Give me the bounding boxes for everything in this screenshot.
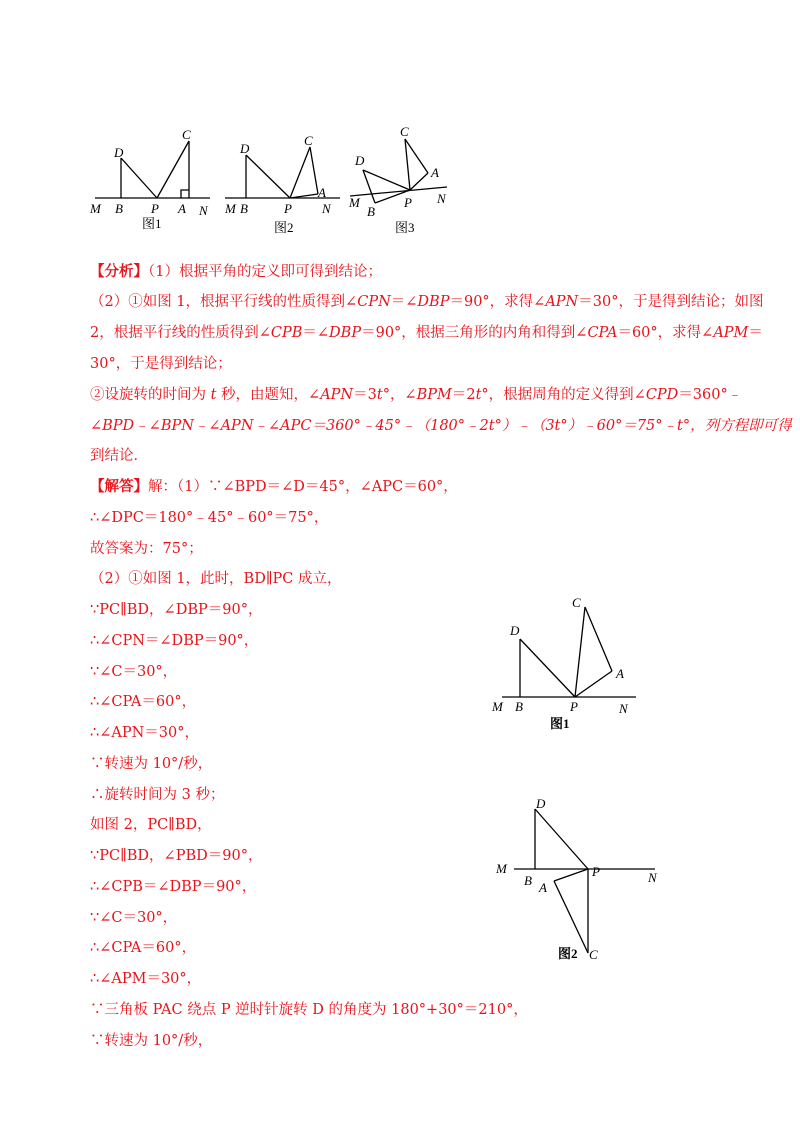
analysis-text: ＝ [748,325,763,341]
angle-label: CPN [357,294,391,310]
r1-label-N: N [619,701,628,716]
fig1-label-P: P [151,201,159,216]
analysis-text: °，根据周角的定义得到∠ [481,387,646,403]
angle-label: DBP [417,294,450,310]
figure-right-1 [488,593,648,733]
solution-line-14: ∴∠CPB＝∠DBP＝90°， [90,879,257,895]
figure-row-top [85,125,465,240]
fig1-label-C: C [182,127,191,142]
solution-line-11: ∴旋转时间为 3 秒； [90,787,225,803]
analysis-tag: 【分析】 [90,263,148,280]
r1-label-P: P [570,699,578,714]
analysis-text: ＝∠ [302,325,330,341]
solution-line-3: 故答案为：75°； [90,541,203,557]
angle-label: DBP [329,325,362,341]
variable-t: t [210,387,217,403]
fig3-label-D: D [355,153,365,168]
r1-caption: 图1 [550,716,570,731]
solution-line-7: ∵∠C＝30°， [90,664,178,680]
fig1-label-B: B [115,201,123,216]
fig3-caption: 图3 [395,220,415,235]
fig3-label-C: C [400,125,409,139]
fig1-caption: 图1 [142,216,162,231]
analysis-text: ＝30°，于是得到结论；如图 [578,294,764,310]
r1-label-C: C [572,595,581,610]
analysis-text: 秒，由题知，∠ [216,387,321,403]
analysis-text: ＝∠ [390,294,418,310]
solution-line-1 [90,477,458,497]
r2-label-M: M [496,861,507,876]
analysis-text: ＝360°﹣ [678,387,743,403]
fig2-label-N: N [322,201,331,216]
fig1-label-A: A [178,201,186,216]
analysis-text: °，∠ [382,387,417,403]
fig1-label-M: M [90,201,101,216]
fig2-label-P: P [284,201,292,216]
analysis-line-1 [90,262,382,282]
angle-label: APM [713,325,749,341]
solution-line-18: ∵三角板 PAC 绕点 P 逆时针旋转 D 的角度为 180°+30°＝210°， [90,1002,528,1018]
angle-label: APN [545,294,579,310]
solution-line-5: ∵PC∥BD，∠DBP＝90°， [90,602,263,618]
fig3-label-B: B [367,204,375,219]
r1-label-A: A [616,666,624,681]
analysis-p1: （1）根据平角的定义即可得到结论； [148,264,382,280]
r2-label-A: A [539,880,547,895]
analysis-text: ＝90°，根据三角形的内角和得到∠ [361,325,588,341]
analysis-text: ＝60°，求得∠ [617,325,714,341]
figure-right-2 [492,793,667,968]
solution-line-16: ∴∠CPA＝60°， [90,940,197,956]
fig3-label-M: M [349,195,360,210]
solution-line-12: 如图 2，PC∥BD， [90,817,212,833]
top-figures-svg [85,125,465,240]
r2-caption: 图2 [558,946,578,961]
angle-label: BPM [416,387,452,403]
analysis-text: （2）①如图 1，根据平行线的性质得到∠ [90,294,358,310]
analysis-text: ＝90°，求得∠ [449,294,546,310]
solution-l1: 解：（1）∵∠BPD＝∠D＝45°，∠APC＝60°， [148,479,458,495]
angle-label: CPB [270,325,303,341]
solution-line-4: （2）①如图 1，此时，BD∥PC 成立， [90,571,342,587]
fig2-label-D: D [240,141,250,156]
r2-label-B: B [524,873,532,888]
solution-line-15: ∵∠C＝30°， [90,910,178,926]
fig2-label-M: M [225,201,236,216]
r2-label-C: C [589,947,598,962]
solution-line-17: ∴∠APM＝30°， [90,971,202,987]
fig3-label-N: N [437,191,446,206]
analysis-line-2 [90,292,763,312]
analysis-line-4: 30°，于是得到结论； [90,356,232,372]
fig2-label-C: C [304,133,313,148]
analysis-text: ②设旋转的时间为 [90,387,211,403]
solution-line-8: ∴∠CPA＝60°， [90,694,197,710]
solution-line-19: ∵转速为 10°/秒， [90,1033,213,1049]
r1-label-D: D [510,623,520,638]
solution-tag: 【解答】 [90,478,148,495]
solution-line-9: ∴∠APN＝30°， [90,725,199,741]
fig1-label-N: N [199,203,208,218]
analysis-line-7: 到结论． [90,448,148,464]
angle-label: APN [320,387,354,403]
fig2-label-B: B [240,201,248,216]
angle-label: CPD [645,387,679,403]
angle-label: CPA [587,325,618,341]
fig3-label-P: P [404,195,412,210]
analysis-line-3 [90,323,763,343]
analysis-line-6: ∠BPD﹣∠BPN﹣∠APN﹣∠APC＝360°﹣45°﹣（180°﹣2t°）﹣（3t°）﹣60°＝75°﹣t°，列方程即可得 [90,418,792,434]
solution-line-6: ∴∠CPN＝∠DBP＝90°， [90,633,259,649]
analysis-line-5 [90,385,742,405]
fig3-label-A: A [431,165,439,180]
fig2-label-A: A [318,185,326,200]
r1-label-B: B [515,699,523,714]
fig1-label-D: D [114,145,124,160]
figure-right-1-svg [488,593,648,733]
analysis-text: ＝3 [353,387,377,403]
solution-line-13: ∵PC∥BD，∠PBD＝90°， [90,848,263,864]
solution-line-2: ∴∠DPC＝180°﹣45°﹣60°＝75°， [90,510,329,526]
variable-t: t [475,387,482,403]
fig2-caption: 图2 [274,220,294,235]
analysis-text: ＝2 [451,387,476,403]
r2-label-N: N [648,870,657,885]
r2-label-P: P [592,864,600,879]
analysis-text: 2，根据平行线的性质得到∠ [90,325,271,341]
variable-t: t [376,387,383,403]
figure-right-2-svg [492,793,667,968]
r1-label-M: M [492,699,503,714]
solution-line-10: ∵转速为 10°/秒， [90,756,213,772]
r2-label-D: D [536,796,546,811]
